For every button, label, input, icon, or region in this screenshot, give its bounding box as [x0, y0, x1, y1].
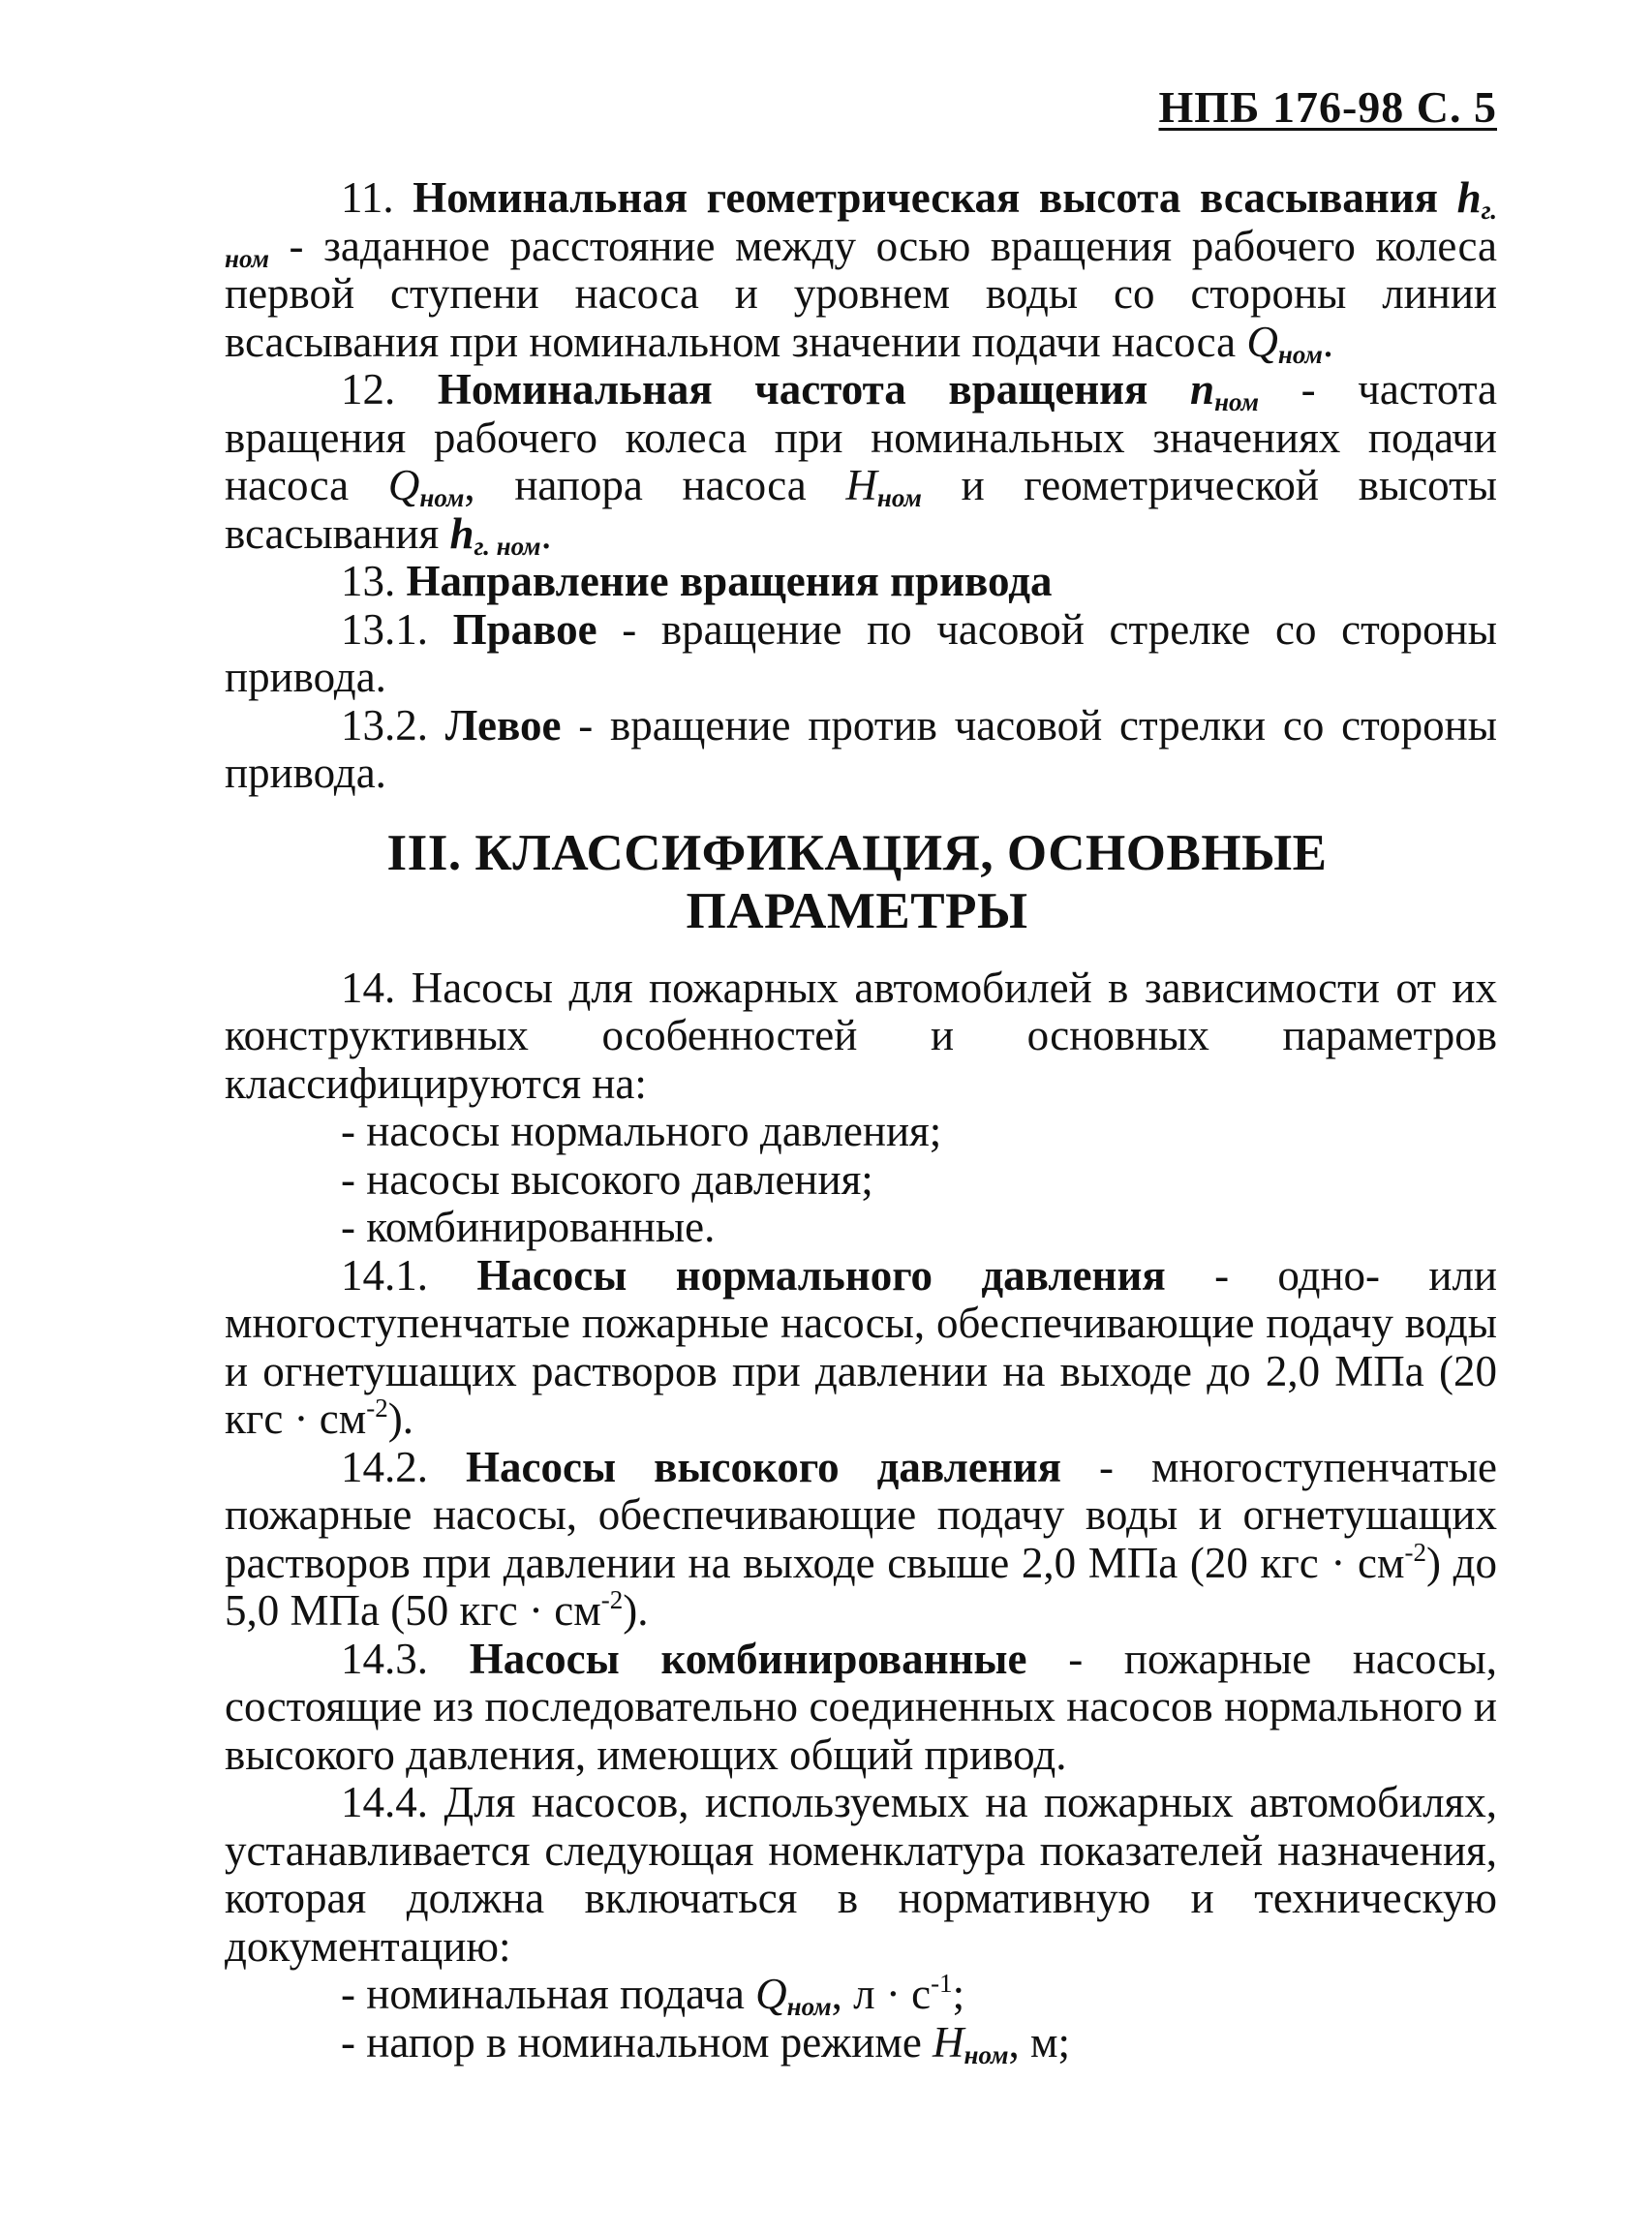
symbol: h: [449, 508, 474, 558]
definition: - вращение против часовой стрелки со стороны привода.: [225, 700, 1497, 797]
symbol-subscript: ном: [1277, 339, 1323, 369]
symbol-subscript: ном: [876, 483, 922, 512]
clause-number: 11.: [341, 173, 413, 222]
punctuation: .: [1322, 317, 1334, 366]
symbol: H: [933, 2017, 964, 2067]
clause-number: 13.: [341, 557, 407, 605]
list-item: [225, 2019, 1497, 2067]
list-item: - насосы нормального давления;: [341, 1107, 942, 1155]
term: Направление вращения привода: [406, 557, 1053, 605]
clause-number: 12.: [341, 365, 438, 413]
term: Правое: [452, 604, 597, 654]
clause-number: 14.2.: [341, 1442, 466, 1491]
paragraph-13-2: [225, 702, 1497, 798]
exponent: -2: [1404, 1537, 1426, 1567]
paragraph-13-1: [225, 606, 1497, 702]
symbol: Q: [387, 461, 420, 509]
exponent: -2: [600, 1585, 624, 1614]
symbol: Q: [1246, 317, 1278, 366]
item-text: - напор в номинальном режиме: [341, 2017, 933, 2067]
punctuation: ).: [387, 1394, 413, 1443]
paragraph-14-2: [225, 1444, 1497, 1636]
term: Насосы комбинированные: [469, 1634, 1027, 1683]
paragraph-11: [225, 173, 1497, 369]
punctuation: ;: [952, 1970, 965, 2018]
paragraph-13: [225, 558, 1497, 606]
term: Номинальная частота вращения: [437, 365, 1148, 413]
term: Насосы высокого давления: [466, 1442, 1062, 1491]
definition: , напора насоса: [464, 461, 846, 509]
page-content: [225, 174, 1497, 2067]
symbol-subscript: г. ном: [474, 531, 541, 561]
list-item: - комбинированные.: [341, 1203, 716, 1251]
definition: - вращение по часовой стрелке со стороны привода.: [225, 604, 1497, 701]
definition: - одно- или многоступенчатые пожарные насосы, обеспечивающие подачу воды и огнетушащих растворов при давлении на выходе до 2,0 МПа (20 кгс · см: [225, 1250, 1497, 1443]
clause-number: 13.2.: [341, 700, 445, 750]
item-text: - номинальная подача: [341, 1970, 756, 2018]
symbol: Q: [755, 1970, 787, 2018]
page-header: НПБ 176-98 С. 5: [1158, 82, 1497, 132]
punctuation: .: [540, 508, 552, 558]
term: Левое: [444, 700, 562, 750]
definition: - пожарные насосы, состоящие из последовательно соединенных насосов нормального и высокого давления, имеющих общий привод.: [225, 1634, 1497, 1779]
section-title: III. КЛАССИФИКАЦИЯ, ОСНОВНЫЕ ПАРАМЕТРЫ: [386, 824, 1328, 939]
paragraph-14: 14. Насосы для пожарных автомобилей в зависимости от их конструктивных особенностей и основных параметров классифицируются на:: [225, 963, 1497, 1108]
item-text: , л · с: [831, 1970, 932, 2018]
paragraph-14-1: [225, 1252, 1497, 1444]
symbol-subscript: ном: [1214, 387, 1260, 416]
definition: ) до 5,0 МПа (50 кгс · см: [225, 1538, 1497, 1635]
exponent: -2: [366, 1393, 388, 1423]
definition: - многоступенчатые пожарные насосы, обеспечивающие подачу воды и огнетушащих растворов при давлении на выходе свыше 2,0 МПа (20 кгс · см: [225, 1442, 1497, 1587]
paragraph-12: [225, 365, 1498, 561]
symbol-subscript: ном: [786, 1992, 832, 2021]
definition: - заданное расстояние между осью вращения рабочего колеса первой ступени насоса и уровнем воды со стороны линии всасывания при номинальном значении подачи насоса: [225, 221, 1497, 366]
clause-number: 14.3.: [341, 1634, 470, 1683]
symbol-subscript: ном: [419, 483, 465, 512]
symbol: n: [1190, 365, 1215, 413]
punctuation: ).: [623, 1586, 649, 1635]
clause-number: 14.1.: [341, 1250, 477, 1300]
exponent: -1: [931, 1969, 953, 1998]
symbol: h: [1456, 173, 1482, 222]
definition: и геометрической высоты всасывания: [225, 461, 1497, 558]
term: Насосы нормального давления: [476, 1250, 1166, 1300]
term: Номинальная геометрическая высота всасывания: [413, 173, 1438, 222]
list-item: [225, 1971, 1497, 2019]
paragraph-14-4: 14.4. Для насосов, используемых на пожарных автомобилях, устанавливается следующая номенклатура показателей назначения, которая должна включаться в нормативную и техническую документацию:: [225, 1778, 1497, 1971]
symbol-subscript: г. ном: [225, 196, 1497, 273]
symbol: H: [845, 461, 877, 509]
symbol-subscript: ном: [964, 2039, 1009, 2069]
clause-number: 13.1.: [341, 604, 453, 654]
list-item: - насосы высокого давления;: [341, 1154, 873, 1204]
definition: - частота вращения рабочего колеса при номинальных значениях подачи насоса: [225, 365, 1498, 509]
paragraph-14-3: [225, 1636, 1497, 1780]
item-text: , м;: [1008, 2017, 1070, 2067]
